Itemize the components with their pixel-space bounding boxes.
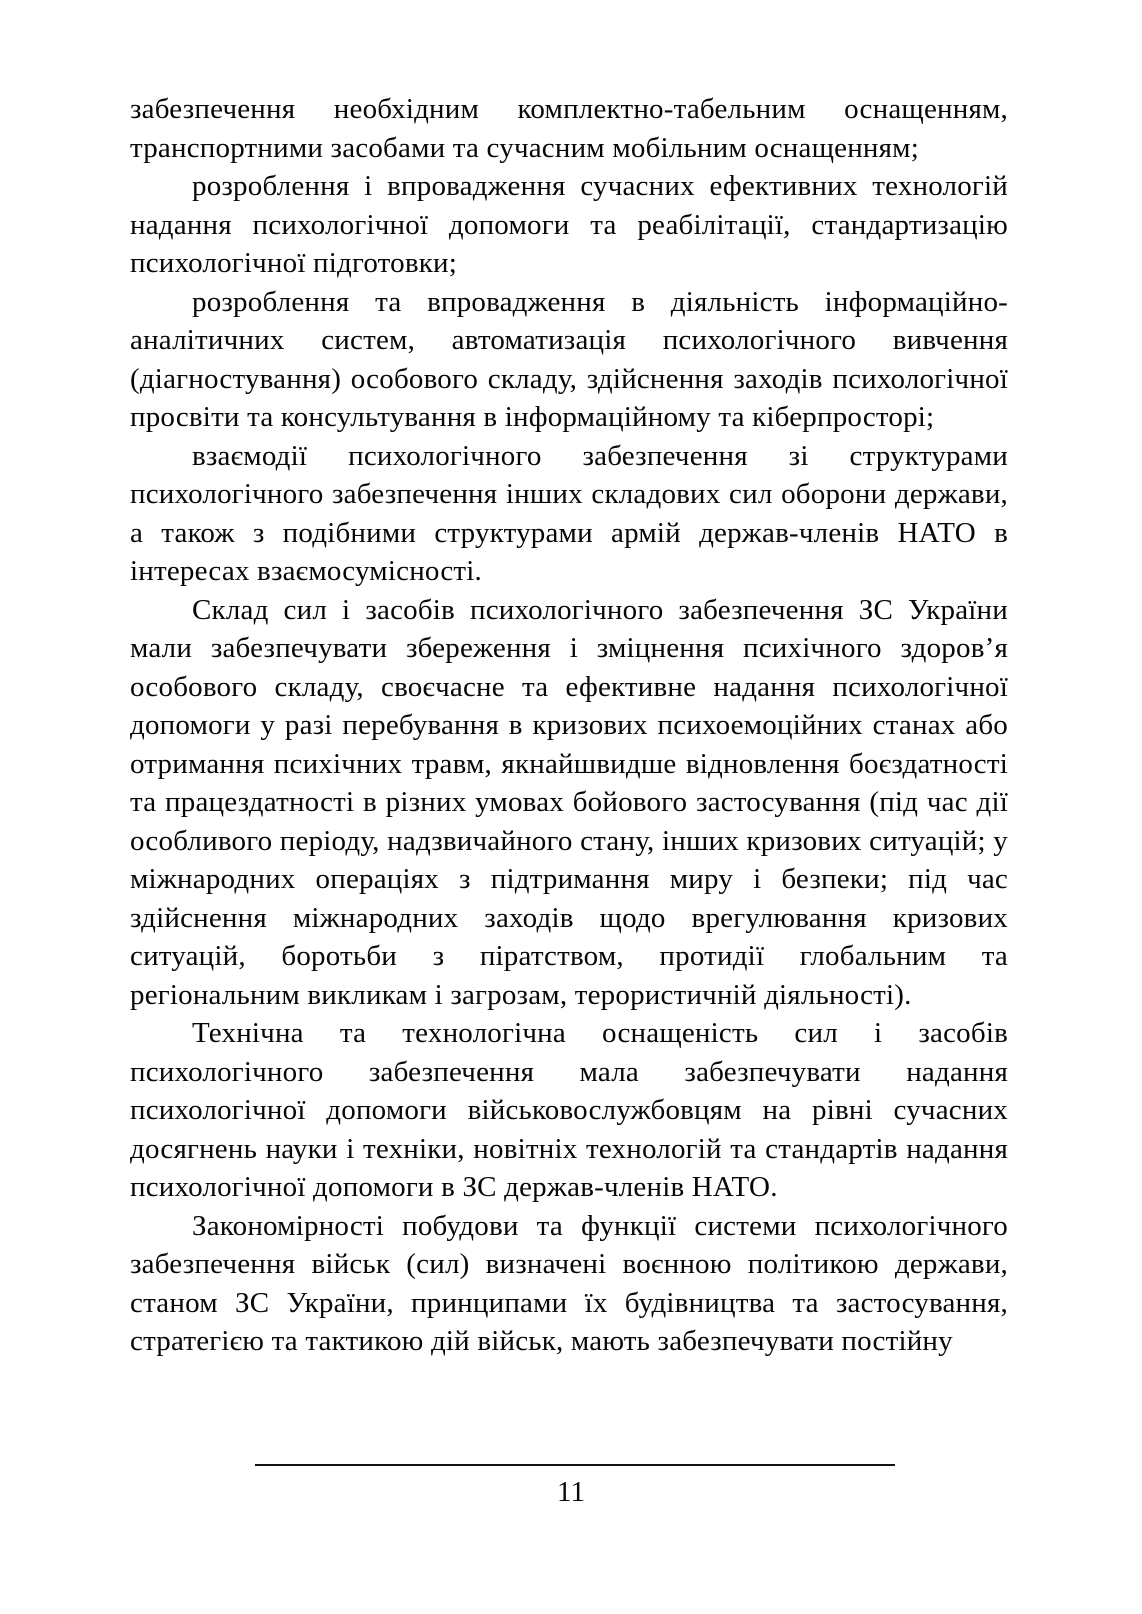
paragraph-information-systems: розроблення та впровадження в діяльність інформаційно-аналітичних систем, автоматизація психологічного вивчення (діагностування) особового складу, здійснення заходів психологічної просвіти та консультування в інформаційному та кіберпросторі; [130, 285, 1008, 433]
paragraph-technical-equipment: Технічна та технологічна оснащеність сил і засобів психологічного забезпечення мала забезпечувати надання психологічної допомоги військовослужбовцям на рівні сучасних досягнень науки і техніки, новітніх технологій та стандартів надання психологічної допомоги в ЗС держав-членів НАТО. [130, 1017, 1008, 1203]
paragraph-regularities: Закономірності побудови та функції системи психологічного забезпечення військ (сил) визначені воєнною політикою держави, станом ЗС України, принципами їх будівництва та застосування, стратегією та тактикою дій військ, мають забезпечувати постійну [130, 1209, 1008, 1357]
paragraph-equipment-continuation: забезпечення необхідним комплектно-табельним оснащенням, транспортними засобами та сучасним мобільним оснащенням; [130, 93, 1008, 164]
body-text [130, 90, 1008, 1361]
page-number: 11 [557, 1476, 585, 1508]
paragraph-technologies: розроблення і впровадження сучасних ефективних технологій надання психологічної допомоги та реабілітації, стандартизацію психологічної підготовки; [130, 170, 1008, 279]
footnote-separator-line [255, 1464, 895, 1466]
paragraph-forces-composition: Склад сил і засобів психологічного забезпечення ЗС України мали забезпечувати збереження і зміцнення психічного здоров’я особового складу, своєчасне та ефективне надання психологічної допомоги у разі перебування в кризових психоемоційних станах або отримання психічних травм, якнайшвидше відновлення боєздатності та працездатності в різних умовах бойового застосування (під час дії особливого періоду, надзвичайного стану, інших кризових ситуацій; у міжнародних операціях з підтримання миру і безпеки; під час здійснення міжнародних заходів щодо врегулювання кризових ситуацій, боротьби з піратством, протидії глобальним та регіональним викликам і загрозам, терористичній діяльності). [130, 593, 1008, 1011]
paragraph-interaction-nato: взаємодії психологічного забезпечення зі структурами психологічного забезпечення інших складових сил оборони держави, а також з подібними структурами армій держав-членів НАТО в інтересах взаємосумісності. [130, 439, 1008, 587]
